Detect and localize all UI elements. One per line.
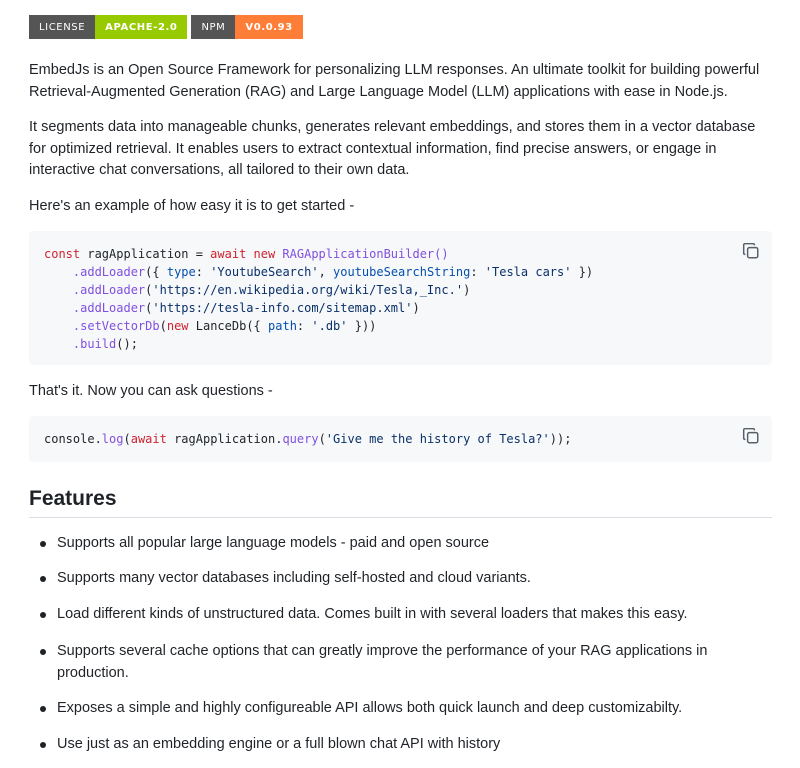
code-text: ( [159,319,167,333]
copy-icon[interactable] [742,242,760,260]
code-method: .addLoader [72,265,146,279]
code-line-5 [44,317,593,335]
npm-badge-value: V0.0.93 [235,15,302,39]
code-prop: youtubeSearchString [333,265,471,279]
license-badge-label: LICENSE [29,15,95,39]
code-string: 'https://tesla-info.com/sitemap.xml' [152,301,413,315]
code-class: LanceDb [188,319,247,333]
list-item: Supports many vector databases including self-hosted and cloud variants. [29,568,757,590]
code-text: (); [116,337,138,351]
list-item: Supports several cache options that can greatly improve the performance of your RAG applications in production. [29,641,757,684]
code-string: 'Give me the history of Tesla?' [325,432,550,446]
intro-paragraph-3: Here's an example of how easy it is to get started - [29,198,355,214]
license-badge-value: APACHE-2.0 [95,15,187,39]
code-text: ( [318,432,326,446]
features-heading: Features [29,485,772,518]
code-block-builder[interactable] [29,231,772,365]
code-class: RAGApplicationBuilder() [275,247,449,261]
code-text: })) [347,319,377,333]
code-line-6 [44,335,593,353]
list-item: Supports all popular large language models - paid and open source [29,533,757,555]
code-string: 'YoutubeSearch' [210,265,319,279]
copy-icon[interactable] [742,427,760,445]
code-line-2 [44,263,593,281]
code-keyword: new [246,247,276,261]
code-text: )); [549,432,572,446]
intro-paragraph-2: It segments data into manageable chunks, generates relevant embeddings, and stores them in a vector database for optimized retrieval. It enables users to extract contextual information, find precise answers, or engage in interactive chat conversations, all tailored to their own data. [29,119,756,178]
list-item: Exposes a simple and highly configureable API allows both quick launch and deep customizabilty. [29,698,757,720]
code-line-3 [44,281,593,299]
code-text: console. [44,432,102,446]
list-item: Use just as an embedding engine or a full blown chat API with history [29,734,757,756]
code-text: ragApplication. [166,432,283,446]
code-text: ({ [246,319,269,333]
code-prop: path [268,319,297,333]
npm-badge-label: NPM [191,15,235,39]
code-text: , [318,265,334,279]
code-text: ({ [145,265,167,279]
intro-paragraph-1: EmbedJs is an Open Source Framework for personalizing LLM responses. An ultimate toolkit for building powerful Retrieval-Augmented Generation (RAG) and Large Language Model (LLM) applications with ease in Node.js. [29,62,760,100]
code-text: : [296,319,312,333]
code-text: ) [412,301,420,315]
intro-paragraph-4: That's it. Now you can ask questions - [29,383,273,399]
code-line-1 [44,245,593,263]
code-text: ( [145,301,153,315]
list-item: Load different kinds of unstructured data. Comes built in with several loaders that makes this easy. [29,604,757,626]
code-text: ) [463,283,471,297]
license-badge[interactable] [29,15,187,39]
code-keyword: await [210,247,247,261]
code-method: log [101,432,124,446]
code-string: '.db' [311,319,348,333]
code-string: 'https://en.wikipedia.org/wiki/Tesla,_Inc.' [152,283,464,297]
code-text: ( [123,432,131,446]
npm-badge[interactable] [191,15,302,39]
code-text: }) [571,265,594,279]
code-text: ragApplication = [80,247,211,261]
code-keyword: await [130,432,167,446]
code-method: .build [72,337,117,351]
code-method: .addLoader [72,283,146,297]
code-text: : [195,265,211,279]
code-keyword: const [44,247,81,261]
code-method: .addLoader [72,301,146,315]
code-text: ( [145,283,153,297]
code-line-4 [44,299,593,317]
code-block-query[interactable] [29,416,772,462]
code-text: : [470,265,485,279]
code-method: .setVectorDb [72,319,160,333]
code-line-query [44,430,571,448]
code-keyword: new [166,319,189,333]
badge-row [29,15,303,39]
code-method: query [282,432,319,446]
code-prop: type [166,265,196,279]
code-string: 'Tesla cars' [484,265,572,279]
